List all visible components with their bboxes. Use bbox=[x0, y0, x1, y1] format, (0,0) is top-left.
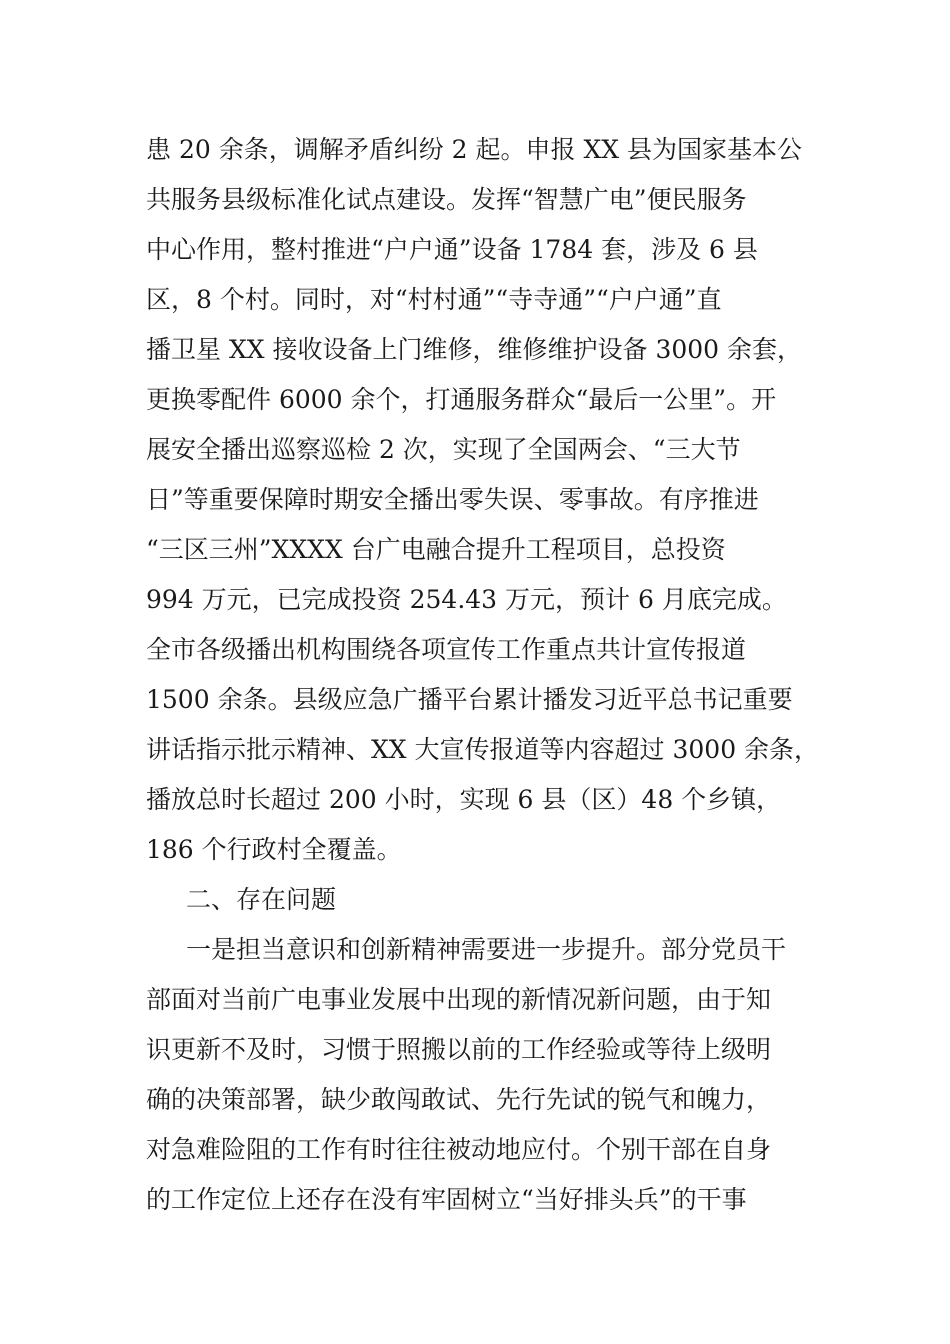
paragraph-line: 日”等重要保障时期安全播出零失误、零事故。有序推进 bbox=[146, 485, 759, 514]
paragraph-line: 中心作用，整村推进“户户通”设备 1784 套，涉及 6 县 bbox=[146, 235, 758, 264]
paragraph-line: 识更新不及时，习惯于照搬以前的工作经验或等待上级明 bbox=[146, 1035, 772, 1064]
paragraph-line: 播卫星 XX 接收设备上门维修，维修维护设备 3000 余套， bbox=[146, 335, 803, 364]
paragraph-line: 1500 余条。县级应急广播平台累计播发习近平总书记重要 bbox=[146, 685, 793, 714]
paragraph-line: 讲话指示批示精神、XX 大宣传报道等内容超过 3000 余条， bbox=[146, 735, 820, 764]
paragraph-line: 确的决策部署，缺少敢闯敢试、先行先试的锐气和魄力， bbox=[146, 1085, 772, 1114]
paragraph-line: 共服务县级标准化试点建设。发挥“智慧广电”便民服务 bbox=[146, 185, 747, 214]
paragraph-line: “三区三州”XXXX 台广电融合提升工程项目，总投资 bbox=[146, 535, 726, 564]
paragraph-line: 全市各级播出机构围绕各项宣传工作重点共计宣传报道 bbox=[146, 635, 747, 664]
paragraph-line: 展安全播出巡察巡检 2 次，实现了全国两会、“三大节 bbox=[146, 435, 741, 464]
paragraph-line: 994 万元，已完成投资 254.43 万元，预计 6 月底完成。 bbox=[146, 585, 787, 614]
paragraph-line: 患 20 余条，调解矛盾纠纷 2 起。申报 XX 县为国家基本公 bbox=[146, 135, 802, 164]
paragraph-line: 对急难险阻的工作有时往往被动地应付。个别干部在自身 bbox=[146, 1135, 772, 1164]
paragraph-line: 的工作定位上还存在没有牢固树立“当好排头兵”的干事 bbox=[146, 1185, 747, 1214]
paragraph-line: 区，8 个村。同时，对“村村通”“寺寺通”“户户通”直 bbox=[146, 285, 722, 314]
paragraph-line: 更换零配件 6000 余个，打通服务群众“最后一公里”。开 bbox=[146, 385, 777, 414]
section-heading: 二、存在问题 bbox=[186, 885, 337, 914]
paragraph-line: 部面对当前广电事业发展中出现的新情况新问题，由于知 bbox=[146, 985, 772, 1014]
paragraph-line: 播放总时长超过 200 小时，实现 6 县（区）48 个乡镇， bbox=[146, 785, 782, 814]
paragraph-line: 一是担当意识和创新精神需要进一步提升。部分党员干 bbox=[186, 935, 787, 964]
paragraph-line: 186 个行政村全覆盖。 bbox=[146, 835, 402, 864]
